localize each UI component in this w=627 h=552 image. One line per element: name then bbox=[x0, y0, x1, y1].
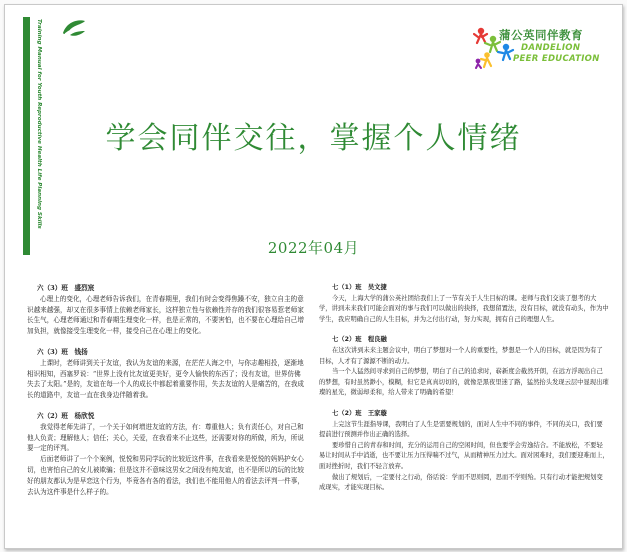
reflection-section bbox=[319, 409, 609, 494]
brand-english-line1: DANDELION bbox=[521, 43, 581, 53]
reflection-paragraph: 上完这节生涯指导课，我明白了人生是需要规划的，面对人生中不同的事件，不同的关口，我们要提前进行预测并作出正确的选择。 bbox=[319, 420, 603, 439]
left-column bbox=[27, 283, 305, 507]
student-heading: 六（2）班 杨欣悦 bbox=[37, 411, 95, 420]
student-heading: 七（2）班 王家璇 bbox=[332, 409, 387, 417]
reflection-paragraph: 要珍惜自己的青春和时间，充分的运用自己的空闲时间，但也要学会劳逸结合。不能放松，不要轻易让时间从手中消逝，也不要让压力压得喘不过气，从而精神压力过大。面对困难时，我们要迎难而上，面对挫折时，我们不轻言放弃。 bbox=[319, 441, 609, 470]
reflection-paragraph: 心理上的变化，心理老师告诉我们，在青春期里，我们有时会变得焦躁不安，独立自主的意识越来越强，却又在很多事情上依赖老师家长，这样独立性与依赖性并存的我们很容易惹老师家长生气，心理老师通过和青春期生理变化一样，也是正常的，不要害怕，也不要在心理给自己增加负担，就像接受生理变化一样，接受自己在心理上的变化。 bbox=[27, 294, 304, 336]
manual-vertical-title: Training Manual for Youth Reproductive Health Life Planning Skills bbox=[36, 19, 42, 229]
document-page bbox=[4, 4, 623, 549]
reflection-section bbox=[27, 411, 305, 497]
reflection-section bbox=[319, 283, 609, 325]
page-title: 学会同伴交往，掌握个人情绪 bbox=[105, 121, 522, 156]
dandelion-brand bbox=[473, 23, 613, 73]
student-heading: 七（2）班 程良融 bbox=[332, 336, 387, 344]
student-heading: 六（3）班 钱扬 bbox=[37, 347, 88, 356]
reflection-paragraph: 后面老师讲了一个个案例，悦悦和男同学玩的比较近这件事，在我看来是悦悦的妈妈护女心切，也害怕自己的女儿被欺骗；但是这并不意味这男女之间没有纯友谊，也不是所以的玩的比较好的朋友都认为是早恋这个行为，毕竟各有各的看法，我们也不能用他人的看法去评判一件事，去认为这件事是什么样子的。 bbox=[27, 455, 304, 496]
student-heading: 六（3）班 盛烈宸 bbox=[37, 284, 95, 292]
reflection-paragraph: 做出了规划后，一定要付之行动，俗话说：学而不思则罔，思而不学则殆。只有行动才能把规划变成现实，才能实现目标。 bbox=[319, 473, 603, 492]
reflection-section bbox=[27, 347, 305, 401]
right-column bbox=[319, 283, 609, 504]
reflection-paragraph: 今天，上海大学的蒲公英社团给我们上了一节有关于人生目标的课。老师与我们交谈了想考的大学，讲到未来我们可能会面对的事与我们可以做出的抉择，我想留置法，没有目标，就没有动头，作为中学生，我应明确自己的人生目标，并为之付出行动，努力实现，拥有自己的理想人生。 bbox=[319, 294, 609, 323]
brand-english-line2: PEER EDUCATION bbox=[513, 54, 600, 64]
issue-date: 2022年04月 bbox=[267, 239, 360, 257]
reflection-section bbox=[319, 335, 609, 399]
reflection-paragraph: 在这次讲到未来主题会议中，明白了梦想对一个人的重要性，梦想是一个人的目标，就是因为有了目标，人才有了源源不断的动力。 bbox=[319, 346, 603, 365]
student-heading: 七（1）班 吴文捷 bbox=[332, 284, 387, 291]
reflection-paragraph: 我觉得老师先讲了，一个关于如何增进友谊的方法，有：尊重他人；负有责任心，对自己和他人负责；理解他人；信任；关心，关爱，在我看来不止这些，还需要对你的所做，所为，所说要一定的评判。 bbox=[27, 422, 304, 453]
reflection-paragraph: 上课时，老师讲到关于友谊，我认为友谊的来源，在茫茫人海之中，与你志趣相投，逐渐地相识相知，西塞罗说：“世界上没有比友谊更美好，更令人愉快的东西了；没有友谊，世界仿佛失去了太阳。”是的，友谊在每一个人的成长中都起着重要作用，失去友谊的人是痛苦的，在我成长的道路中，友谊一直在我身边伴随着我。 bbox=[27, 358, 305, 400]
reflection-paragraph: 当一个人猛然间寻求到自己的梦想，明白了自己的追求时，崭新度会截然开朗，在远方浮现出自己的梦想，有时虽然渺小，模糊，但它是真真切切的，就像是黑夜里迷了路，猛然抬头发现云层中显现出璀璨的星光，微弱却柔和，给人带来了明确的希望！ bbox=[319, 368, 609, 397]
reflection-section bbox=[27, 283, 305, 337]
leaf-logo-icon bbox=[61, 19, 87, 41]
brand-chinese-name: 蒲公英同伴教育 bbox=[499, 28, 583, 42]
